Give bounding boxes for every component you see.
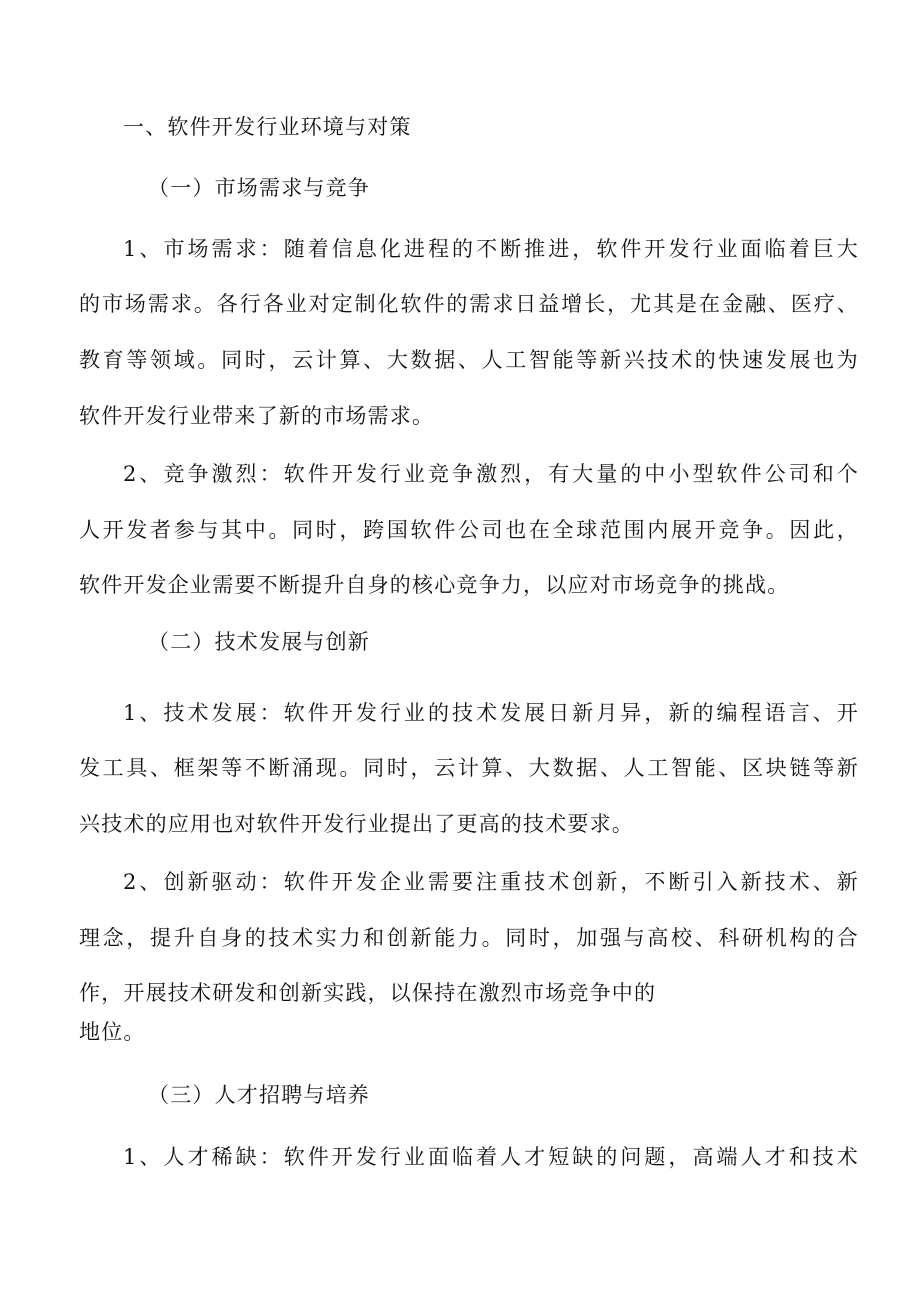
subsection-heading: （一）市场需求与竞争 — [148, 176, 370, 200]
paragraph-line: 软件开发企业需要不断提升自身的核心竞争力，以应对市场竞争的挑战。 — [79, 573, 790, 597]
paragraph-line: 2、创新驱动：软件开发企业需要注重技术创新，不断引入新技术、新 — [123, 870, 859, 894]
paragraph-line: 1、人才稀缺：软件开发行业面临着人才短缺的问题，高端人才和技术 — [123, 1145, 859, 1169]
paragraph-line: 地位。 — [79, 1020, 146, 1044]
paragraph-line: 软件开发行业带来了新的市场需求。 — [79, 404, 435, 428]
paragraph-line: 1、技术发展：软件开发行业的技术发展日新月异，新的编程语言、开 — [123, 701, 859, 725]
subsection-heading: （二）技术发展与创新 — [148, 630, 370, 654]
paragraph-line: 兴技术的应用也对软件开发行业提出了更高的技术要求。 — [79, 812, 634, 836]
paragraph-line: 理念，提升自身的技术实力和创新能力。同时，加强与高校、科研机构的合 — [79, 926, 859, 950]
paragraph-line: 人开发者参与其中。同时，跨国软件公司也在全球范围内展开竞争。因此， — [79, 518, 859, 542]
paragraph-line: 教育等领域。同时，云计算、大数据、人工智能等新兴技术的快速发展也为 — [79, 348, 859, 372]
section-heading: 一、软件开发行业环境与对策 — [123, 115, 412, 139]
paragraph-line: 的市场需求。各行各业对定制化软件的需求日益增长，尤其是在金融、医疗、 — [79, 292, 859, 316]
paragraph-line: 发工具、框架等不断涌现。同时，云计算、大数据、人工智能、区块链等新 — [79, 756, 859, 780]
paragraph-line: 1、市场需求：随着信息化进程的不断推进，软件开发行业面临着巨大 — [123, 237, 859, 261]
paragraph-line: 2、竞争激烈：软件开发行业竞争激烈，有大量的中小型软件公司和个 — [123, 462, 859, 486]
paragraph-line: 作，开展技术研发和创新实践，以保持在激烈市场竞争中的 — [79, 981, 657, 1005]
subsection-heading: （三）人才招聘与培养 — [148, 1083, 370, 1107]
